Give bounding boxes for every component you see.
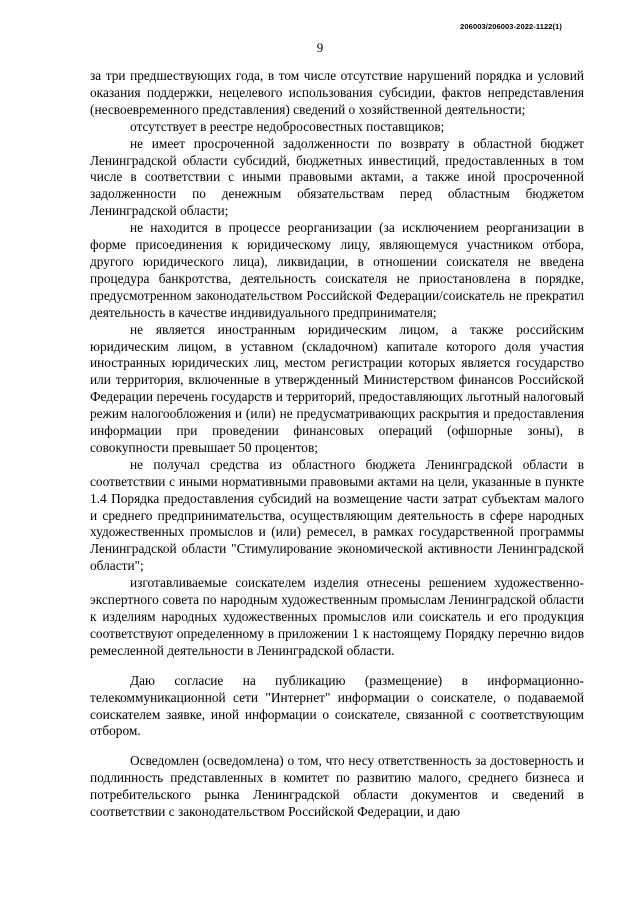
paragraph-1: за три предшествующих года, в том числе отсутствие нарушений порядка и условий оказания поддержки, нецелевого использования субсидии, фактов непредставления (несвоевременного представления) сведений о хозяйственной деятельности; [90,68,584,117]
paragraph-7: изготавливаемые соискателем изделия отнесены решением художественно-экспертного совета по народным художественным промыслам Ленинградской области к изделиям народных художественных промыслов или соискатель и его продукция соответствуют определенному в приложении 1 к настоящему Порядку перечню видов ремесленной деятельности в Ленинградской области. [90,575,584,658]
document-body [90,68,584,821]
paragraph-5: не является иностранным юридическим лицом, а также российским юридическим лицом, в уставном (складочном) капитале которого доля участия иностранных юридических лиц, местом регистрации которых является государство или территория, включенные в утвержденный Министерством финансов Российской Федерации перечень государств и территорий, предоставляющих льготный налоговый режим налогообложения и (или) не предусматривающих раскрытия и предоставления информации при проведении финансовых операций (офшорные зоны), в совокупности превышает 50 процентов; [90,321,584,455]
paragraph-consent: Даю согласие на публикацию (размещение) в информационно-телекоммуникационной сети "Интернет" информации о соискателе, о подаваемой соискателем заявке, иной информации о соискателе, связанной с соответствующим отбором. [90,672,584,739]
paragraph-3: не имеет просроченной задолженности по возврату в областной бюджет Ленинградской области субсидий, бюджетных инвестиций, предоставленных в том числе в соответствии с иными правовыми актами, а также иной просроченной задолженности по денежным обязательствам перед областным бюджетом Ленинградской области; [90,135,584,219]
paragraph-4: не находится в процессе реорганизации (за исключением реорганизации в форме присоединения к юридическому лицу, являющемуся участником отбора, другого юридического лица), ликвидации, в отношении соискателя не введена процедура банкротства, деятельность соискателя не приостановлена в порядке, предусмотренном законодательством Российской Федерации/соискатель не прекратил деятельность в качестве индивидуального предпринимателя; [90,220,584,320]
document-code: 206003/206003-2022-1122(1) [460,22,562,31]
paragraph-responsibility: Осведомлен (осведомлена) о том, что несу ответственность за достоверность и подлинность представленных в комитет по развитию малого, среднего бизнеса и потребительского рынка Ленинградской области документов и сведений в соответствии с законодательством Российской Федерации, и даю [90,753,584,820]
page-number: 9 [316,40,324,55]
paragraph-6: не получал средства из областного бюджета Ленинградской области в соответствии с иными нормативными правовыми актами на цели, указанные в пункте 1.4 Порядка предоставления субсидий на возмещение части затрат субъектам малого и среднего предпринимательства, осуществляющим деятельность в сфере народных художественных промыслов и (или) ремесел, в рамках государственной программы Ленинградской области "Стимулирование экономической активности Ленинградской области"; [90,456,584,574]
paragraph-2: отсутствует в реестре недобросовестных поставщиков; [130,118,445,134]
